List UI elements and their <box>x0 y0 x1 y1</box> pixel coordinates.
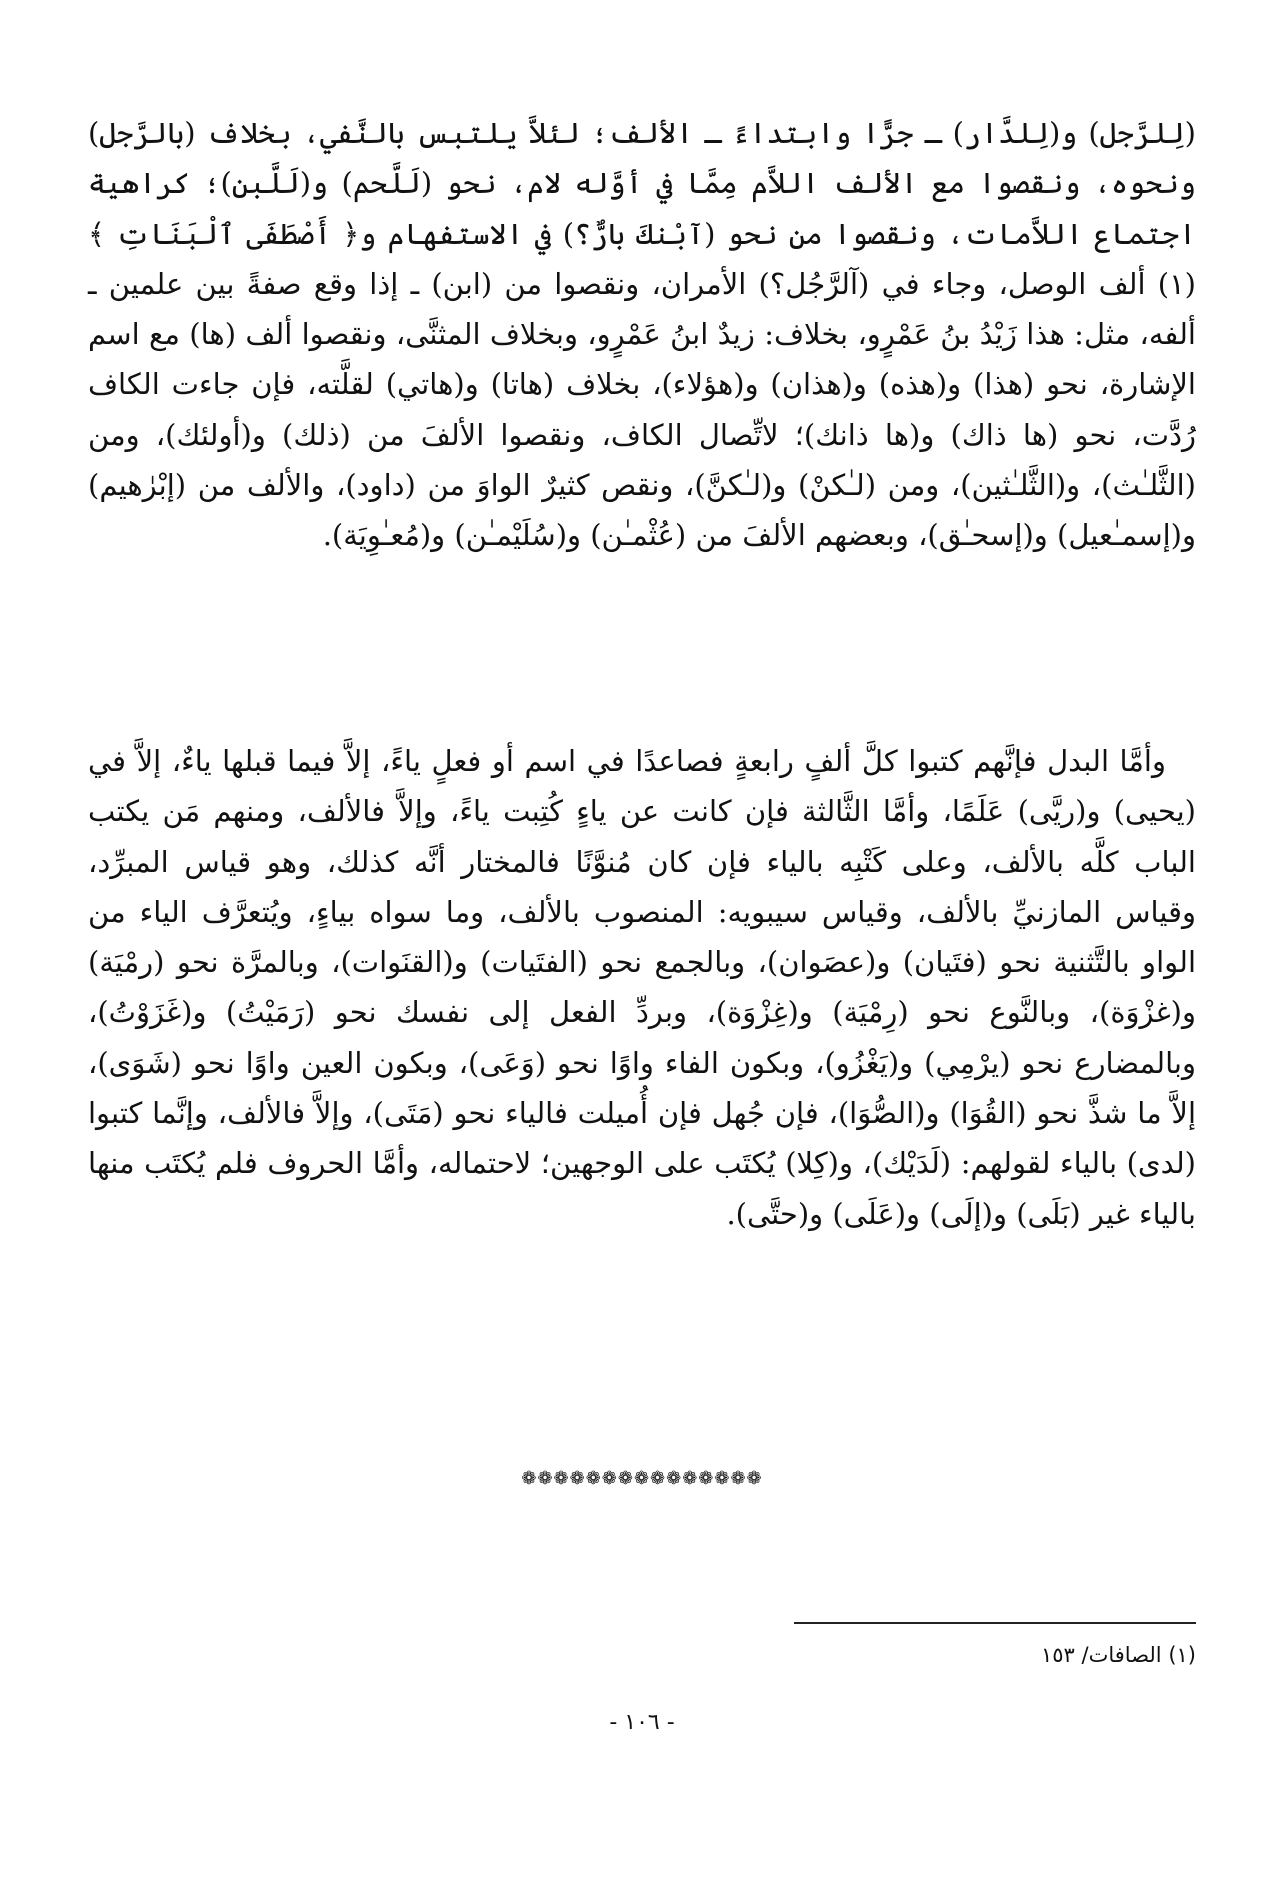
body-paragraph-1: (لِلرَّجل) و(لِلدَّار) ـ جرًّا وابتداءً ـ الألف؛ لئلاَّ يلتبس بالنَّفي، بخلاف (بالرَّجل) ونحوه، ونقصوا مع الألف اللاَّم مِمَّا في أوَّله لام، نحو (لَلَّحم) و(لَلَّبن)؛ كراهية اجتماع اللاَّمات، ونقصوا من نحو (آبْنكَ بارٌّ؟) في الاستفهام و﴿ أَصْطَفَى ٱلْبَنَاتِ ﴾(١) ألف الوصل، وجاء في (آلرَّجُل؟) الأمران، ونقصوا من (ابن) ـ إذا وقع صفةً بين علمين ـ ألفه، مثل: هذا زَيْدُ بنُ عَمْرٍو، بخلاف: زيدٌ ابنُ عَمْرٍو، وبخلاف المثنَّى، ونقصوا ألف (ها) مع اسم الإشارة، نحو (هذا) و(هذه) و(هذان) و(هؤلاء)، بخلاف (هاتا) و(هاتي) لقلَّته، فإن جاءت الكاف رُدَّت، نحو (ها ذاك) و(ها ذانك)؛ لاتِّصال الكاف، ونقصوا الألفَ من (ذلك) و(أولئك)، ومن (الثَّلـٰث)، و(الثَّلـٰثين)، ومن (لـٰكنْ) و(لـٰكنَّ)، ونقص كثيرٌ الواوَ من (داود)، والألف من (إبْرٰهيم) و(إسمـٰعيل) و(إسحـٰق)، وبعضهم الألفَ من (عُثْمـٰن) و(سُلَيْمـٰن) و(مُعـٰوِيَة). <box>88 116 1196 553</box>
page-number: - ١٠٦ - <box>609 1710 675 1735</box>
section-ornament: ❁❁❁❁❁❁❁❁❁❁❁❁❁❁❁ <box>521 1468 763 1489</box>
body-paragraph-2: وأمَّا البدل فإنَّهم كتبوا كلَّ ألفٍ رابعةٍ فصاعدًا في اسم أو فعلٍ ياءً، إلاَّ فيما قبلها ياءٌ، إلاَّ في (يحيى) و(ريَّى) عَلَمًا، وأمَّا الثَّالثة فإن كانت عن ياءٍ كُتِبت ياءً، وإلاَّ فالألف، ومنهم مَن يكتب الباب كلَّه بالألف، وعلى كَتْبِه بالياء فإن كان مُنوَّنًا فالمختار أنَّه كذلك، وهو قياس المبرِّد، وقياس المازنيِّ بالألف، وقياس سيبويه: المنصوب بالألف، وما سواه بياءٍ، ويُتعرَّف الياء من الواو بالتَّثنية نحو (فتَيان) و(عصَوان)، وبالجمع نحو (الفتَيات) و(القنَوات)، وبالمرَّة نحو (رمْيَة) و(غزْوَة)، وبالنَّوع نحو (رِمْيَة) و(غِزْوَة)، وبردِّ الفعل إلى نفسك نحو (رَمَيْتُ) و(غَزَوْتُ)، وبالمضارع نحو (يرْمِي) و(يَغْزُو)، وبكون الفاء واوًا نحو (وَعَى)، وبكون العين واوًا نحو (شَوَى)، إلاَّ ما شذَّ نحو (القُوَا) و(الصُّوَا)، فإن جُهل فإن أُميلت فالياء نحو (مَتَى)، وإلاَّ فالألف، وإنَّما كتبوا (لدى) بالياء لقولهم: (لَدَيْك)، و(كِلا) يُكتَب على الوجهين؛ لاحتماله، وأمَّا الحروف فلم يُكتَب منها بالياء غير (بَلَى) و(إلَى) و(عَلَى) و(حتَّى). <box>88 744 1196 1231</box>
document-page <box>88 108 1196 1848</box>
footnote-divider <box>794 1622 1196 1624</box>
footnote: (١) الصافات/ ١٥٣ <box>1041 1643 1196 1667</box>
